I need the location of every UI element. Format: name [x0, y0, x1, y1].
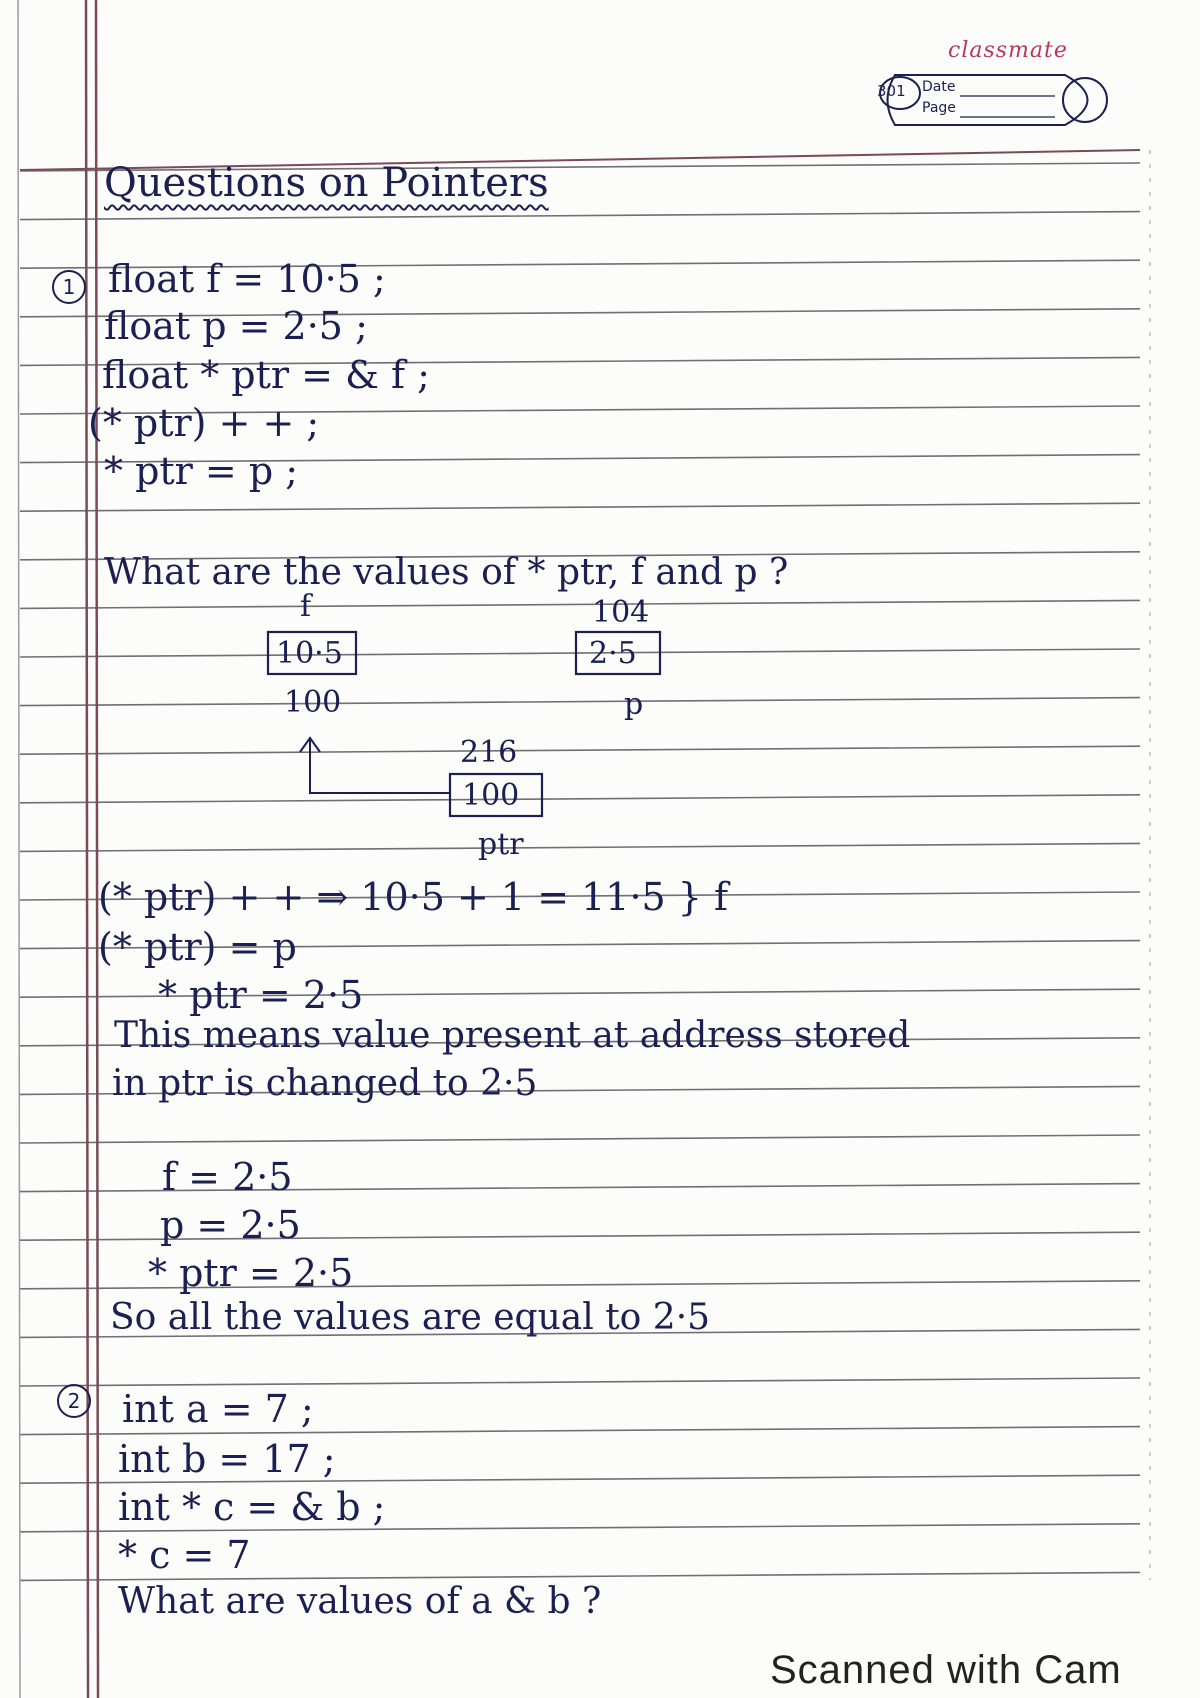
question-2-marker: 2 — [57, 1384, 91, 1418]
q2-question: What are values of a & b ? — [118, 1581, 602, 1622]
q2-code-line-3: int * c = & b ; — [118, 1485, 386, 1529]
page-title: Questions on Pointers — [104, 160, 549, 206]
q2-code-line-4: * c = 7 — [118, 1533, 251, 1577]
q1-result-ptr: * ptr = 2·5 — [148, 1251, 354, 1295]
ptr-var-name: ptr — [478, 827, 524, 862]
q1-code-line-2: float p = 2·5 ; — [104, 304, 368, 348]
date-label: Date — [922, 79, 956, 95]
question-1-marker: 1 — [52, 270, 86, 304]
page-number: 301 — [877, 82, 906, 100]
p-address: 104 — [592, 595, 650, 630]
f-value: 10·5 — [276, 636, 343, 671]
q1-step-1: (* ptr) + + ⇒ 10·5 + 1 = 11·5 } f — [98, 875, 729, 919]
q1-conclusion: So all the values are equal to 2·5 — [110, 1297, 711, 1338]
q1-code-line-4: (* ptr) + + ; — [88, 401, 320, 445]
ptr-address: 216 — [460, 735, 518, 770]
pointer-arrow — [310, 740, 450, 793]
p-var-name: p — [624, 687, 644, 722]
q1-result-f: f = 2·5 — [162, 1155, 293, 1199]
q1-question: What are the values of * ptr, f and p ? — [104, 552, 789, 593]
p-value: 2·5 — [589, 636, 637, 671]
ptr-value: 100 — [462, 778, 520, 813]
q1-explanation-line-1: This means value present at address stored — [114, 1015, 911, 1056]
q1-result-p: p = 2·5 — [160, 1203, 301, 1247]
page-label: Page — [922, 100, 956, 116]
q1-explanation-line-2: in ptr is changed to 2·5 — [112, 1063, 538, 1104]
brand-logo: classmate — [948, 38, 1068, 63]
q1-code-line-5: * ptr = p ; — [104, 449, 299, 493]
f-var-name: f — [300, 589, 312, 624]
scanner-watermark: Scanned with Cam — [770, 1648, 1122, 1692]
q2-code-line-2: int b = 17 ; — [118, 1437, 336, 1481]
q1-step-2: (* ptr) = p — [98, 925, 297, 969]
f-address: 100 — [284, 685, 342, 720]
q1-code-line-1: float f = 10·5 ; — [108, 257, 386, 301]
q1-step-3: * ptr = 2·5 — [158, 973, 364, 1017]
q2-code-line-1: int a = 7 ; — [122, 1387, 314, 1431]
q1-code-line-3: float * ptr = & f ; — [102, 353, 430, 397]
